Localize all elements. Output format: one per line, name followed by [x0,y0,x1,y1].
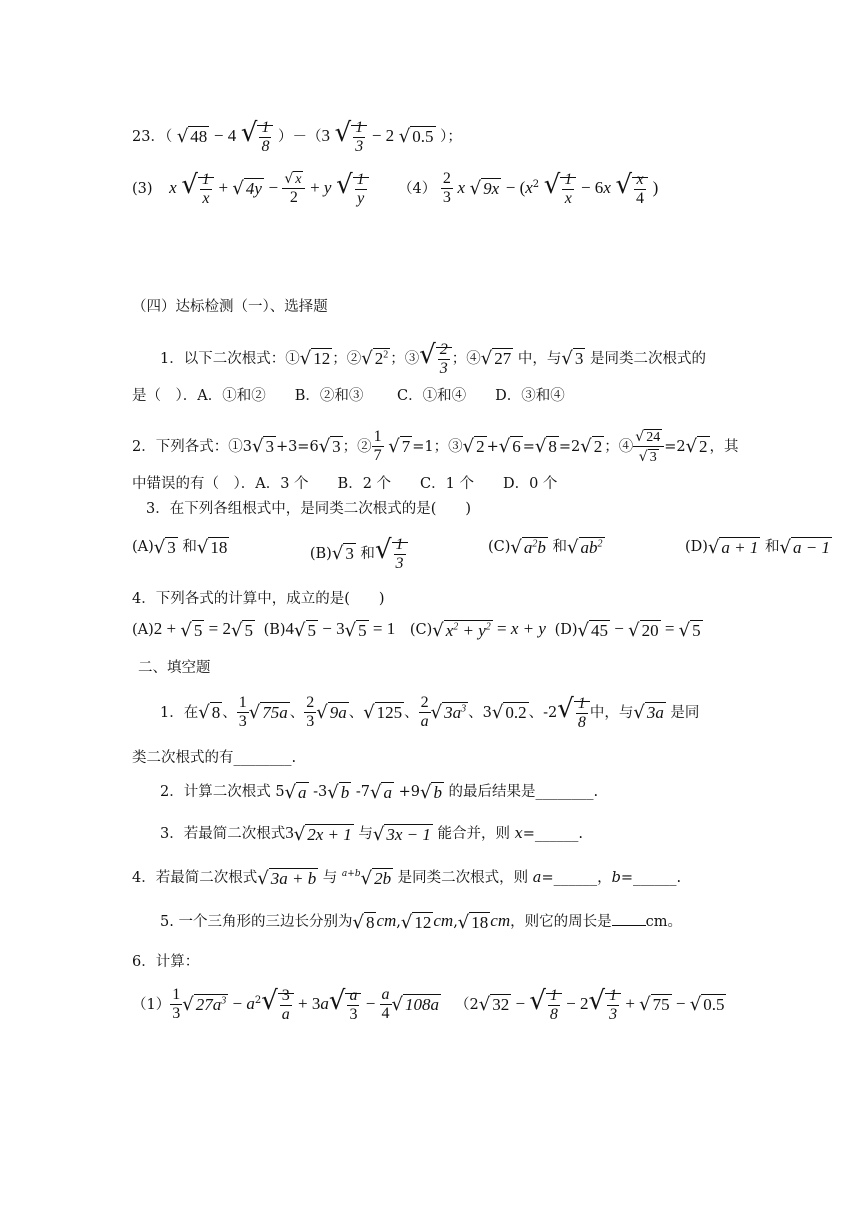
q3-option-b: (B)√ 3 和√ $\frac{1}{3}$ [310,535,408,573]
problem-4: （4） $\frac{2}{3}$ x √ $9x - (x^2$ √ $\frac{1}{x}$ − 6x √ $\frac{x}{4}$ ) [398,170,659,207]
problem-23-label: 23．（ [132,128,173,145]
problem-3-label: (3) [132,180,153,197]
q1-line-b: 是（ ）．A．①和② B．②和③ C．①和④ D．③和④ [132,388,565,404]
q3-option-d: (D)√ a + 1 和√ a − 1 [684,536,830,558]
q3-options [132,535,832,573]
f6-part-1: （1） $\frac{1}{3}$ √ $27a^3 - a^2√$ $\frac{3}{a}$ + 3a√ $\frac{a}{3}$ − $\frac{a}{4}$ √ 108a [132,986,440,1023]
q3-option-a: (A)√ 3 和√ 18 [132,536,228,558]
f3-line: 3．若最简二次根式3√ 2x + 1 与√ 3x − 1 能合并，则 x=______. [160,823,584,845]
q4-text: 4．下列各式的计算中，成立的是( ) [132,591,385,607]
f5-line: 5. 一个三角形的三边长分别为√ 8 cm,√ 12 cm,√ 18 cm，则它的周长是 cm。 [160,911,682,933]
problem-4-label: （4） [398,180,437,197]
q4-option-c: (C)√ $x^2 + y^2 = x + y$ [409,619,546,641]
problem-23: 23．（ √ 48 − 4 √ $\frac{1}{8}$ ）－（3 √ $\frac{1}{3}$ − 2 √ 0.5 ）； [132,118,462,155]
q4-option-d: (D)√ 45 − √ 20 = √ 5 [554,619,701,641]
f4-line: 4．若最简二次根式√ 3a + b 与 $^{a+b}$√ 2b 是同类二次根式，则 a=______，b=______. [132,867,682,889]
q1-line-a: 1．以下二次根式：①√ 12 ；②√ $2^2$ ；③√ $\frac{2}{3}$ ；④√ 27 中，与√ 3 是同类二次根式的 [160,340,706,377]
f6-part-2: （2√ 32 − √ $\frac{1}{8}$ − 2√ $\frac{1}{3}$ + √ 75 − √ 0.5 [455,986,725,1023]
q3-text: 3．在下列各组根式中，是同类二次根式的是( ) [146,501,472,517]
f6-text: 6．计算： [132,954,200,970]
f1-line-b: 类二次根式的有________. [132,750,297,766]
f2-line: 2．计算二次根式 5√ a -3√ b -7√ a +9√ b 的最后结果是________. [160,781,599,803]
q4-option-b: (B)4√ 5 − 3√ 5 = 1 [263,619,396,641]
section-2-heading: 二、填空题 [138,660,211,676]
q2-line-a: 2．下列各式：①3√ 3 +3=6√ 3 ；② $\frac{1}{7}$ √ 7 =1；③√ 2 +√ 6 =√ 8 =2√ 2 ；④ $\frac{√ 24}{√ 3}$ =2√ 2 ，其 [132,428,739,465]
section-4-heading: （四）达标检测（一）、选择题 [132,299,328,315]
q4-options [132,619,703,641]
problem-3: (3) x √ $\frac{1}{x}$ + √ 4y − $\frac{√ x}{2}$ + y √ $\frac{1}{y}$ [132,170,369,208]
f1-line-a: 1．在√ 8 、 $\frac{1}{3}$ √ 75a 、 $\frac{2}{3}$ √ 9a 、√ 125 、 $\frac{2}{a}$ √ $3a^3$ 、3√ 0.2 、-2√ $\frac{1}{8}$ 中，与√ 3a 是同 [160,694,700,731]
q4-option-a: (A)2 + √ 5 = 2√ 5 [132,619,253,641]
q3-option-c: (C)√ $a^2b$ 和√ $ab^2$ [488,536,603,558]
q2-line-b: 中错误的有（ ）．A．3 个 B．2 个 C．1 个 D．0 个 [132,476,558,492]
